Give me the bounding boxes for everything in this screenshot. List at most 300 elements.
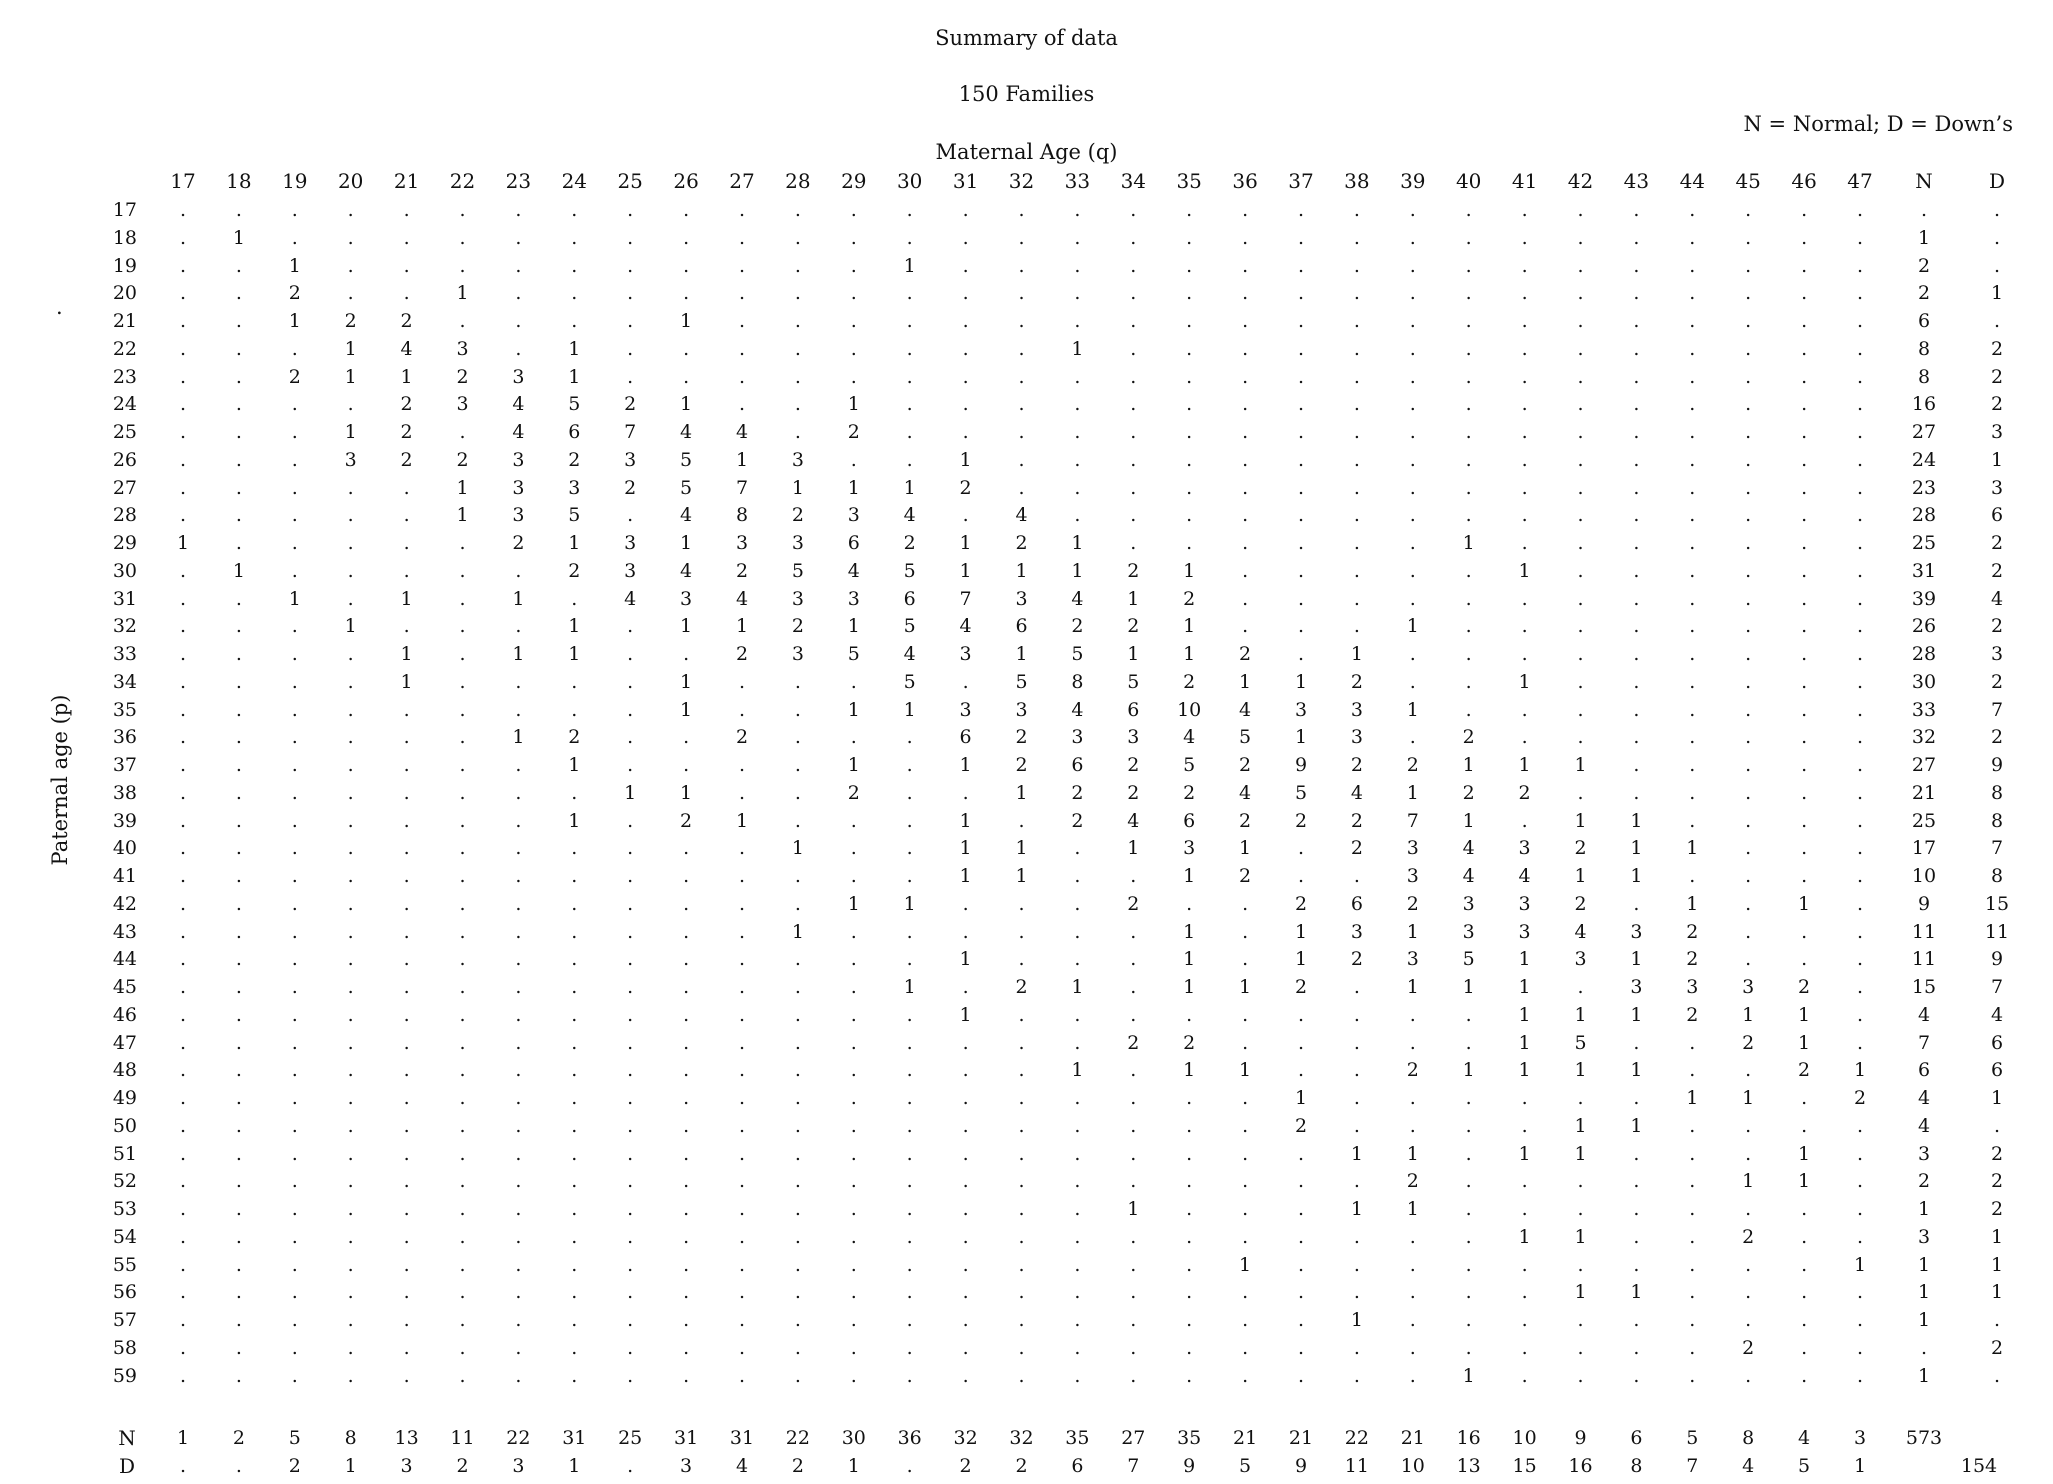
- table-cell: .: [1577, 1364, 1584, 1387]
- table-cell: .: [291, 809, 298, 832]
- table-cell: 4: [624, 587, 637, 610]
- table-cell: .: [738, 1364, 746, 1387]
- table-cell: .: [683, 865, 690, 887]
- normal-total-cell: 32: [1009, 1427, 1034, 1449]
- paternal-age-label: 38: [112, 781, 137, 804]
- table-cell: .: [347, 1198, 354, 1220]
- table-cell: .: [571, 199, 578, 221]
- table-cell: .: [1353, 976, 1360, 998]
- table-cell: .: [515, 837, 522, 860]
- table-cell: .: [571, 1114, 578, 1137]
- paternal-age-label: 36: [112, 726, 137, 749]
- table-cell: .: [1745, 1198, 1752, 1220]
- table-cell: .: [627, 1142, 634, 1165]
- table-cell: .: [962, 337, 969, 360]
- table-cell: .: [1074, 1198, 1081, 1220]
- normal-total-cell: 22: [785, 1427, 810, 1449]
- table-cell: .: [1689, 698, 1696, 721]
- table-cell: .: [850, 1087, 857, 1109]
- table-cell: 6: [568, 421, 581, 443]
- table-cell: .: [1130, 1253, 1137, 1276]
- table-cell: .: [235, 1309, 242, 1331]
- paternal-age-label: 51: [112, 1142, 137, 1165]
- table-cell: .: [347, 1225, 354, 1248]
- row-normal-count: 6: [1917, 310, 1931, 332]
- table-cell: 5: [1574, 1031, 1587, 1054]
- table-cell: .: [1521, 726, 1528, 749]
- table-cell: 1: [1239, 1253, 1252, 1276]
- table-cell: 1: [1294, 920, 1308, 943]
- table-cell: .: [571, 1003, 578, 1026]
- table-cell: 3: [680, 587, 693, 610]
- table-cell: .: [1074, 1336, 1081, 1359]
- table-cell: .: [571, 1364, 578, 1387]
- table-cell: .: [738, 1253, 746, 1276]
- row-downs-count: 6: [1990, 1059, 2004, 1082]
- table-cell: .: [459, 726, 466, 749]
- table-cell: .: [1577, 670, 1584, 693]
- table-cell: .: [235, 310, 242, 332]
- table-cell: .: [738, 892, 746, 915]
- table-cell: 1: [847, 892, 860, 915]
- maternal-age-header: 40: [1455, 169, 1482, 193]
- table-cell: .: [906, 781, 913, 804]
- table-cell: .: [962, 199, 969, 221]
- table-cell: .: [1633, 559, 1640, 582]
- table-cell: .: [906, 310, 913, 332]
- table-cell: .: [850, 948, 857, 971]
- table-cell: .: [1409, 393, 1416, 416]
- table-cell: .: [459, 1087, 466, 1109]
- table-cell: .: [347, 1059, 354, 1082]
- table-cell: .: [347, 670, 354, 693]
- table-cell: .: [1353, 254, 1360, 277]
- table-cell: .: [1130, 393, 1137, 416]
- table-cell: 2: [456, 365, 469, 388]
- maternal-age-header: 41: [1511, 169, 1538, 193]
- row-normal-count: 1: [1917, 1309, 1931, 1331]
- downs-total-cell: 6: [1071, 1455, 1084, 1477]
- table-cell: .: [1353, 476, 1360, 499]
- table-cell: .: [794, 1142, 801, 1165]
- table-cell: 2: [791, 504, 804, 527]
- table-cell: .: [1186, 1364, 1193, 1387]
- table-cell: .: [1856, 282, 1864, 305]
- table-cell: .: [1521, 587, 1528, 610]
- table-cell: .: [794, 421, 801, 443]
- table-cell: .: [1130, 1281, 1137, 1304]
- table-cell: .: [683, 1059, 690, 1082]
- row-normal-count: 23: [1911, 476, 1937, 499]
- table-cell: .: [1856, 532, 1864, 554]
- table-cell: .: [235, 809, 242, 832]
- table-cell: .: [1018, 920, 1025, 943]
- table-cell: .: [1018, 1003, 1025, 1026]
- table-cell: .: [1521, 1281, 1528, 1304]
- table-cell: .: [235, 892, 242, 915]
- downs-total-cell: 9: [1294, 1455, 1308, 1477]
- table-cell: .: [291, 393, 298, 416]
- table-cell: .: [291, 976, 298, 998]
- table-cell: .: [1856, 1003, 1864, 1026]
- table-cell: .: [1297, 1281, 1305, 1304]
- table-cell: .: [1801, 587, 1808, 610]
- table-cell: 3: [624, 532, 637, 554]
- table-cell: .: [1856, 1198, 1864, 1220]
- normal-total-cell: 27: [1121, 1427, 1146, 1449]
- downs-total-cell: .: [627, 1455, 634, 1477]
- table-cell: .: [1186, 337, 1193, 360]
- table-cell: .: [850, 920, 857, 943]
- downs-total-cell: 2: [288, 1455, 301, 1477]
- row-downs-count: .: [1993, 254, 2001, 277]
- table-cell: 5: [1127, 670, 1140, 693]
- table-cell: .: [403, 282, 410, 305]
- paternal-age-label: 23: [112, 365, 137, 388]
- table-cell: .: [1745, 421, 1752, 443]
- table-cell: .: [1465, 1087, 1472, 1109]
- paternal-age-label: 58: [112, 1336, 137, 1359]
- table-cell: .: [1689, 1142, 1696, 1165]
- table-cell: .: [906, 1336, 913, 1359]
- downs-total-cell: 2: [456, 1455, 469, 1477]
- table-cell: .: [1297, 365, 1305, 388]
- table-cell: .: [1521, 532, 1528, 554]
- table-cell: 1: [1686, 1087, 1699, 1109]
- table-cell: .: [515, 1003, 522, 1026]
- table-cell: .: [1409, 1003, 1416, 1026]
- table-cell: 2: [1239, 754, 1252, 776]
- table-cell: .: [571, 282, 578, 305]
- table-cell: .: [1856, 1309, 1864, 1331]
- table-cell: .: [906, 809, 913, 832]
- row-normal-count: 6: [1917, 1059, 1931, 1082]
- table-cell: 1: [400, 587, 413, 610]
- table-cell: .: [1689, 1253, 1696, 1276]
- table-cell: .: [1689, 643, 1696, 665]
- table-cell: 3: [1071, 726, 1084, 749]
- downs-total-cell: 9: [1183, 1455, 1196, 1477]
- table-cell: 2: [456, 448, 469, 471]
- table-cell: .: [1297, 643, 1305, 665]
- table-cell: .: [1074, 365, 1081, 388]
- table-cell: .: [515, 892, 522, 915]
- table-cell: .: [962, 365, 969, 388]
- table-cell: .: [906, 1198, 913, 1220]
- row-downs-count: 2: [1990, 1198, 2004, 1220]
- table-cell: .: [1689, 615, 1696, 638]
- table-cell: 3: [1406, 948, 1419, 971]
- table-cell: .: [1633, 1087, 1640, 1109]
- table-cell: 1: [344, 365, 357, 388]
- table-cell: .: [1465, 698, 1472, 721]
- table-cell: .: [1409, 199, 1416, 221]
- table-cell: .: [179, 1114, 187, 1137]
- table-cell: .: [459, 1336, 466, 1359]
- table-cell: 1: [1518, 1003, 1531, 1026]
- table-cell: .: [850, 226, 857, 249]
- table-cell: .: [906, 365, 913, 388]
- row-normal-count: 11: [1911, 920, 1937, 943]
- table-cell: .: [627, 754, 634, 776]
- table-cell: .: [235, 448, 242, 471]
- table-cell: .: [235, 1336, 242, 1359]
- table-cell: .: [291, 892, 298, 915]
- table-cell: 1: [512, 587, 525, 610]
- table-cell: 4: [1518, 865, 1531, 887]
- table-cell: 3: [344, 448, 357, 471]
- table-cell: .: [403, 892, 410, 915]
- table-cell: .: [291, 1364, 298, 1387]
- table-cell: 2: [1127, 559, 1140, 582]
- downs-total-cell: 3: [680, 1455, 693, 1477]
- table-cell: .: [179, 1031, 187, 1054]
- table-cell: .: [1577, 698, 1584, 721]
- table-cell: .: [1409, 1281, 1416, 1304]
- row-downs-count: 2: [1990, 1336, 2004, 1359]
- table-cell: 3: [791, 532, 804, 554]
- table-cell: .: [1465, 1253, 1472, 1276]
- table-cell: .: [683, 1142, 690, 1165]
- table-cell: .: [1633, 310, 1640, 332]
- table-cell: 1: [1183, 615, 1196, 638]
- table-cell: .: [347, 587, 354, 610]
- table-cell: .: [515, 282, 522, 305]
- table-cell: .: [1801, 1281, 1808, 1304]
- row-normal-count: 1: [1917, 1281, 1931, 1304]
- table-cell: .: [1465, 226, 1472, 249]
- table-cell: .: [1745, 476, 1752, 499]
- table-cell: 2: [1853, 1087, 1867, 1109]
- table-cell: .: [1521, 1087, 1528, 1109]
- table-cell: .: [179, 1253, 187, 1276]
- table-cell: .: [1801, 698, 1808, 721]
- table-cell: 1: [1798, 1003, 1811, 1026]
- table-cell: 1: [1798, 892, 1811, 915]
- table-cell: 3: [1742, 976, 1755, 998]
- table-cell: .: [1018, 1142, 1025, 1165]
- table-cell: .: [291, 532, 298, 554]
- table-cell: .: [906, 282, 913, 305]
- table-cell: .: [794, 1198, 801, 1220]
- table-cell: 1: [1574, 754, 1587, 776]
- table-cell: .: [1018, 1114, 1025, 1137]
- table-cell: .: [683, 365, 690, 388]
- table-cell: .: [179, 1087, 187, 1109]
- table-cell: 1: [1127, 643, 1140, 665]
- table-cell: .: [459, 865, 466, 887]
- table-cell: .: [1018, 948, 1025, 971]
- normal-total-cell: 21: [1233, 1427, 1258, 1449]
- table-cell: 5: [680, 448, 693, 471]
- table-cell: .: [403, 754, 410, 776]
- table-cell: .: [403, 865, 410, 887]
- table-cell: .: [1633, 1225, 1640, 1248]
- table-cell: .: [179, 1142, 187, 1165]
- table-cell: .: [1745, 920, 1752, 943]
- table-cell: .: [1018, 365, 1025, 388]
- table-cell: .: [347, 698, 354, 721]
- n-column-header: N: [1915, 169, 1933, 193]
- table-cell: 1: [1183, 865, 1196, 887]
- table-cell: .: [794, 1336, 801, 1359]
- normal-total-cell: 30: [841, 1427, 866, 1449]
- table-cell: .: [1409, 532, 1416, 554]
- table-cell: .: [1689, 532, 1696, 554]
- table-cell: .: [1465, 1309, 1472, 1331]
- table-cell: .: [1297, 337, 1305, 360]
- table-cell: .: [1633, 282, 1640, 305]
- table-cell: 2: [1350, 837, 1363, 860]
- table-cell: .: [738, 310, 746, 332]
- table-cell: 4: [400, 337, 413, 360]
- table-cell: .: [1297, 1364, 1305, 1387]
- table-cell: .: [1633, 1309, 1640, 1331]
- table-cell: 1: [568, 365, 581, 388]
- table-cell: 5: [680, 476, 693, 499]
- table-cell: .: [1465, 421, 1472, 443]
- table-cell: .: [738, 976, 746, 998]
- row-normal-count: 24: [1911, 448, 1937, 471]
- table-cell: .: [794, 199, 801, 221]
- table-cell: .: [515, 1087, 522, 1109]
- table-cell: .: [1018, 476, 1025, 499]
- table-cell: .: [1856, 892, 1864, 915]
- paternal-age-label: 57: [112, 1309, 137, 1331]
- table-cell: 2: [1015, 532, 1028, 554]
- table-cell: 1: [1630, 1059, 1643, 1082]
- table-cell: .: [627, 1336, 634, 1359]
- table-cell: .: [235, 1253, 242, 1276]
- table-cell: .: [1018, 1087, 1025, 1109]
- table-cell: .: [1465, 448, 1472, 471]
- table-cell: 3: [512, 448, 525, 471]
- table-cell: .: [179, 726, 187, 749]
- table-cell: .: [850, 1114, 857, 1137]
- table-cell: .: [1689, 559, 1696, 582]
- table-cell: 4: [959, 615, 972, 638]
- table-cell: .: [738, 282, 746, 305]
- table-cell: .: [1409, 476, 1416, 499]
- table-cell: 2: [1406, 754, 1419, 776]
- table-cell: 1: [1183, 920, 1196, 943]
- table-cell: .: [1130, 421, 1137, 443]
- table-cell: .: [291, 448, 298, 471]
- normal-total-cell: 35: [1065, 1427, 1090, 1449]
- normal-total-cell: 31: [729, 1427, 755, 1449]
- table-cell: 1: [735, 809, 749, 832]
- table-cell: .: [1297, 1142, 1305, 1165]
- table-cell: 1: [903, 698, 916, 721]
- table-cell: .: [1130, 337, 1137, 360]
- table-cell: 1: [959, 532, 972, 554]
- table-cell: .: [1074, 1087, 1081, 1109]
- paternal-age-label: 40: [112, 837, 137, 860]
- table-cell: 1: [568, 809, 581, 832]
- table-cell: .: [515, 1170, 522, 1193]
- table-cell: .: [794, 1281, 801, 1304]
- table-cell: .: [1242, 476, 1249, 499]
- table-cell: .: [627, 615, 634, 638]
- table-cell: 2: [1574, 892, 1587, 915]
- table-cell: 2: [1183, 587, 1196, 610]
- table-cell: .: [347, 476, 354, 499]
- table-cell: .: [1018, 310, 1025, 332]
- table-cell: .: [1018, 1225, 1025, 1248]
- table-cell: 1: [903, 476, 916, 499]
- table-cell: .: [1521, 698, 1528, 721]
- table-cell: .: [962, 976, 969, 998]
- table-cell: 3: [1630, 920, 1643, 943]
- table-cell: .: [738, 226, 746, 249]
- table-cell: .: [627, 1114, 634, 1137]
- table-cell: 1: [1518, 1059, 1531, 1082]
- table-cell: .: [403, 504, 410, 527]
- table-cell: 2: [1350, 809, 1363, 832]
- table-cell: 2: [1350, 754, 1363, 776]
- table-cell: 2: [1239, 865, 1252, 887]
- table-cell: .: [1577, 976, 1584, 998]
- table-cell: .: [235, 532, 242, 554]
- table-cell: .: [1521, 310, 1528, 332]
- downs-totals-label: D: [118, 1454, 136, 1478]
- table-cell: 1: [1518, 1031, 1531, 1054]
- table-cell: .: [347, 809, 354, 832]
- table-cell: 2: [400, 421, 413, 443]
- table-cell: .: [1130, 282, 1137, 305]
- table-cell: .: [1856, 809, 1864, 832]
- table-cell: .: [1186, 532, 1193, 554]
- table-cell: .: [1297, 1059, 1305, 1082]
- table-cell: .: [515, 670, 522, 693]
- table-cell: 1: [847, 476, 860, 499]
- table-cell: .: [403, 809, 410, 832]
- table-cell: .: [179, 948, 187, 971]
- table-cell: 1: [512, 726, 525, 749]
- table-cell: .: [738, 670, 746, 693]
- table-cell: 1: [232, 226, 245, 249]
- table-cell: .: [1465, 1142, 1472, 1165]
- table-cell: .: [1745, 698, 1752, 721]
- downs-total-cell: 1: [847, 1455, 860, 1477]
- table-cell: .: [1130, 1142, 1137, 1165]
- table-cell: 2: [568, 726, 581, 749]
- table-cell: 1: [344, 421, 357, 443]
- table-cell: .: [1074, 448, 1081, 471]
- table-cell: 3: [847, 504, 860, 527]
- table-cell: .: [1689, 809, 1696, 832]
- table-cell: 4: [680, 559, 693, 582]
- table-cell: .: [683, 199, 690, 221]
- table-cell: .: [347, 1336, 354, 1359]
- table-cell: .: [683, 226, 690, 249]
- table-cell: 1: [680, 698, 693, 721]
- table-cell: .: [1409, 448, 1416, 471]
- table-cell: .: [1130, 504, 1137, 527]
- table-cell: .: [627, 282, 634, 305]
- table-cell: .: [683, 1114, 690, 1137]
- table-cell: .: [1074, 948, 1081, 971]
- table-cell: .: [1801, 1114, 1808, 1137]
- table-cell: .: [403, 476, 410, 499]
- paternal-age-label: 55: [112, 1253, 137, 1276]
- table-cell: .: [459, 670, 466, 693]
- table-cell: 1: [1518, 976, 1531, 998]
- normal-grand-total: 573: [1905, 1427, 1943, 1449]
- table-cell: .: [403, 615, 410, 638]
- table-cell: .: [1130, 365, 1137, 388]
- table-cell: .: [683, 976, 690, 998]
